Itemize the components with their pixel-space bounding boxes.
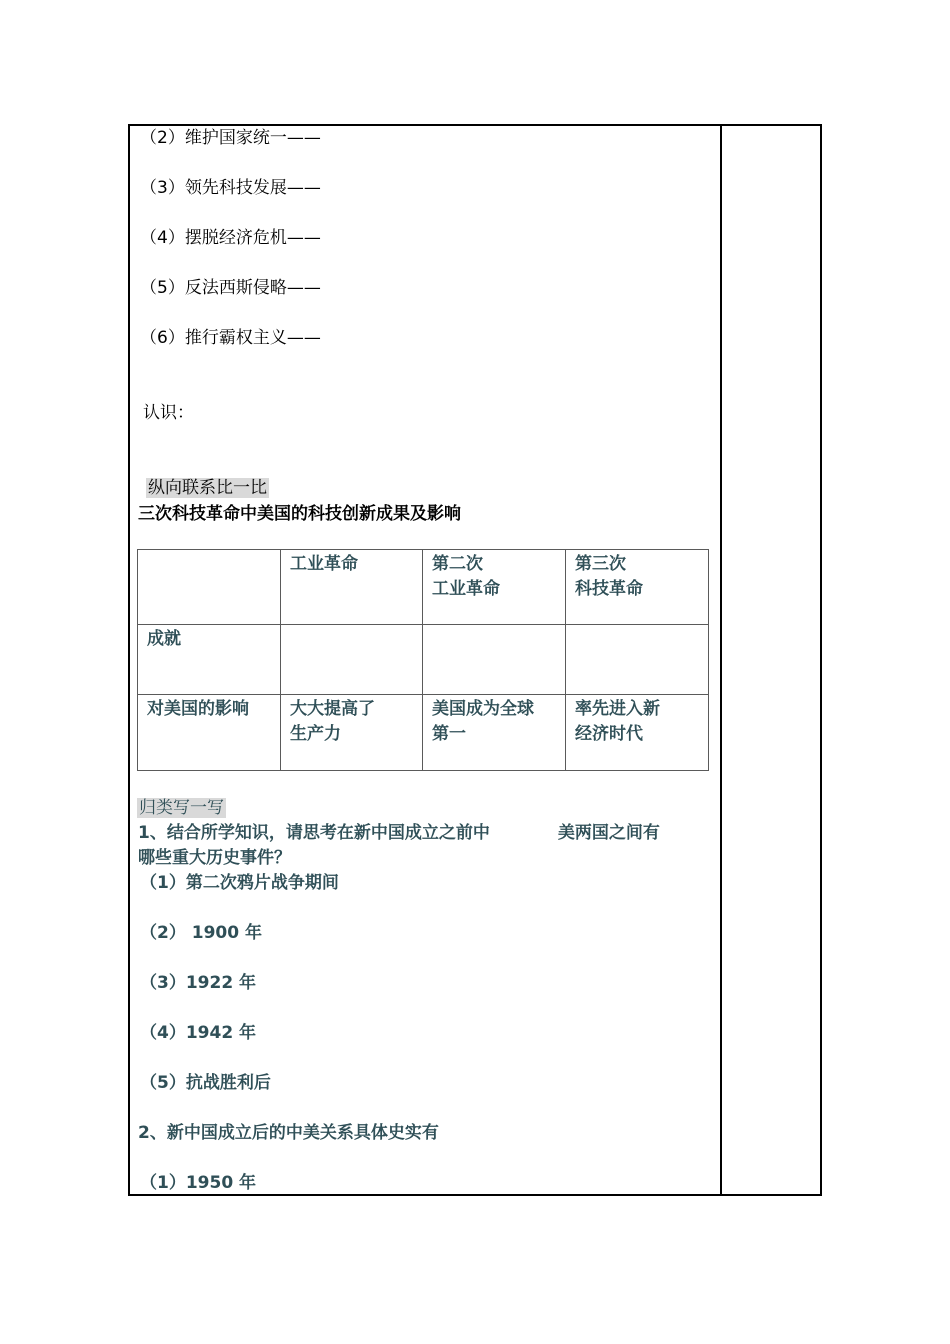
table-header-second: 第二次 工业革命 <box>432 554 500 599</box>
row-label-impact: 对美国的影响 <box>147 699 249 719</box>
list-item: （1）第二次鸦片战争期间 <box>140 873 339 893</box>
table-cell: 率先进入新 经济时代 <box>575 699 660 744</box>
compare-tag: 纵向联系比一比 <box>148 478 267 498</box>
classify-tag: 归类写一写 <box>139 798 224 818</box>
list-item: （3）领先科技发展—— <box>140 178 321 198</box>
list-item: （6）推行霸权主义—— <box>140 328 321 348</box>
list-item: （3）1922 年 <box>140 973 257 993</box>
question-1-cont: 哪些重大历史事件？ <box>138 848 291 868</box>
table-header-third: 第三次 科技革命 <box>575 554 643 599</box>
question-1: 1、结合所学知识，请思考在新中国成立之前中 美两国之间有 <box>138 823 660 843</box>
table-cell: 美国成为全球 第一 <box>432 699 534 744</box>
list-item: （1）1950 年 <box>140 1173 257 1193</box>
list-item: （4）1942 年 <box>140 1023 257 1043</box>
table-header-industrial: 工业革命 <box>290 554 358 574</box>
list-item: （5）抗战胜利后 <box>140 1073 271 1093</box>
list-item: （5）反法西斯侵略—— <box>140 278 321 298</box>
column-divider <box>720 124 722 1196</box>
compare-title: 三次科技革命中美国的科技创新成果及影响 <box>138 504 461 524</box>
row-label-achievement: 成就 <box>147 629 181 649</box>
list-item: （2） 1900 年 <box>140 923 262 943</box>
recognition-label: 认识： <box>143 403 194 423</box>
table-cell: 大大提高了 生产力 <box>290 699 375 744</box>
list-item: （4）摆脱经济危机—— <box>140 228 321 248</box>
question-2: 2、新中国成立后的中美关系具体史实有 <box>138 1123 439 1143</box>
list-item: （2）维护国家统一—— <box>140 128 321 148</box>
